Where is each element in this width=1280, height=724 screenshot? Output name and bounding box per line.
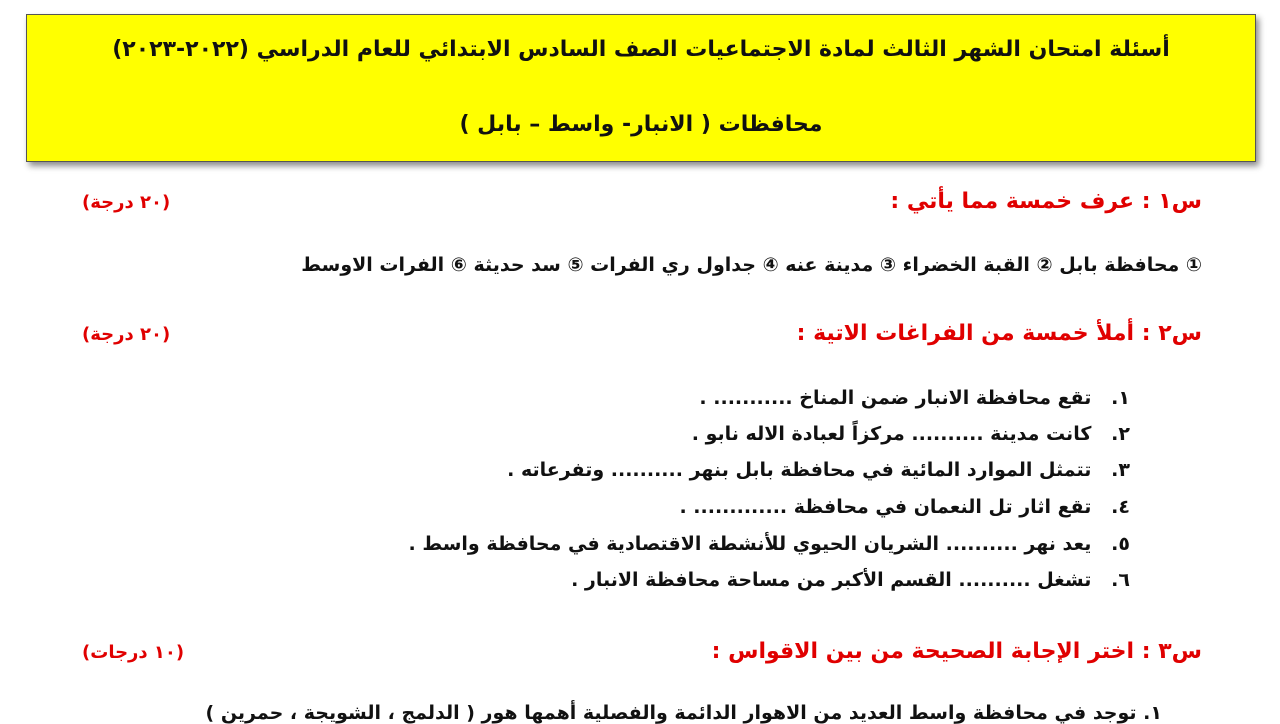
q2-item-text: تتمثل الموارد المائية في محافظة بابل بنهر .......... وتفرعاته . xyxy=(507,459,1092,481)
q2-item-number: ٤. xyxy=(1111,496,1130,518)
q2-item-number: ٣. xyxy=(1111,459,1130,481)
q2-heading: س٢ : أملأ خمسة من الفراغات الاتية : xyxy=(796,321,1202,346)
exam-subtitle: محافظات ( الانبار- واسط – بابل ) xyxy=(459,112,823,137)
q2-item-text: تشغل .......... القسم الأكبر من مساحة محافظة الانبار . xyxy=(571,569,1092,591)
q3-grade: (١٠ درجات) xyxy=(82,642,185,663)
q3-heading: س٣ : اختر الإجابة الصحيحة من بين الاقواس : xyxy=(711,639,1202,664)
q2-item-text: تقع اثار تل النعمان في محافظة ............. . xyxy=(679,496,1092,518)
q2-item xyxy=(571,569,1130,591)
q2-item-number: ٥. xyxy=(1111,533,1130,555)
q2-item-number: ٢. xyxy=(1111,423,1130,445)
q2-item-text: كانت مدينة .......... مركزاً لعبادة الاله نابو . xyxy=(691,423,1092,445)
q2-item xyxy=(692,423,1130,445)
q2-item xyxy=(699,387,1130,409)
title-banner xyxy=(26,14,1256,162)
q2-item-number: ١. xyxy=(1111,387,1130,409)
q2-item-text: تقع محافظة الانبار ضمن المناخ ........... . xyxy=(699,387,1092,409)
q1-terms: ① محافظة بابل ② القبة الخضراء ③ مدينة عنه ④ جداول ري الفرات ⑤ سد حديثة ⑥ الفرات الاوسط xyxy=(301,254,1202,276)
q2-item-number: ٦. xyxy=(1111,569,1130,591)
q2-item xyxy=(409,533,1130,555)
q2-grade: (٢٠ درجة) xyxy=(82,324,171,345)
q1-grade: (٢٠ درجة) xyxy=(82,192,171,213)
q2-item xyxy=(507,459,1130,481)
q1-heading: س١ : عرف خمسة مما يأتي : xyxy=(890,189,1202,214)
exam-title: أسئلة امتحان الشهر الثالث لمادة الاجتماعيات الصف السادس الابتدائي للعام الدراسي (٢٠٢٢-٢٠٢٣) xyxy=(112,37,1170,62)
q2-item-text: يعد نهر .......... الشريان الحيوي للأنشطة الاقتصادية في محافظة واسط . xyxy=(408,533,1092,555)
q2-item xyxy=(679,496,1130,518)
q3-item: ١. توجد في محافظة واسط العديد من الاهوار الدائمة والفصلية أهمها هور ( الدلمج ، الشويجة ، حمرين ) xyxy=(205,702,1162,724)
